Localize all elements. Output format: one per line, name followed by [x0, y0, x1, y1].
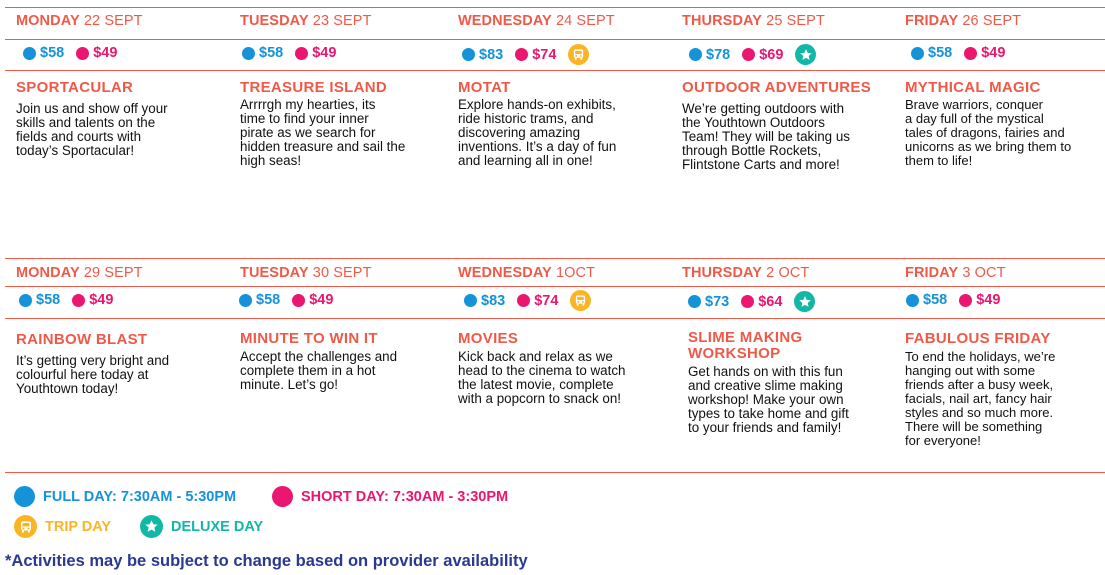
activity-title: MYTHICAL MAGIC — [905, 79, 1041, 96]
price-row — [23, 45, 117, 61]
full-day-price — [688, 294, 729, 310]
short-day-price-value: $49 — [312, 45, 337, 61]
full-day-price — [464, 293, 505, 309]
short-day-price-value: $49 — [976, 292, 1001, 308]
activity-title: MINUTE TO WIN IT — [240, 330, 378, 347]
day-heading — [458, 13, 615, 29]
activity-title: MOTAT — [458, 79, 511, 96]
short-day-price — [964, 45, 1005, 61]
day-name: WEDNESDAY — [458, 265, 552, 281]
activity-description: We’re getting outdoors with the Youthtown Outdoors Team! They will be taking us through Bottle Rockets, Flintstone Carts and more! — [682, 101, 850, 172]
full-day-price-value: $58 — [40, 45, 65, 61]
activity-description: It’s getting very bright and colourful here today at Youthtown today! — [16, 353, 170, 396]
full-day-price-value: $73 — [705, 293, 730, 310]
legend-full-day — [14, 486, 236, 507]
full-day-price-value: $78 — [706, 46, 731, 63]
short-day-dot-icon — [72, 294, 85, 307]
legend-deluxe-day — [140, 515, 263, 538]
price-row — [462, 44, 589, 65]
short-day-price — [741, 294, 782, 310]
legend-short-day-label: SHORT DAY: 7:30AM - 3:30PM — [301, 488, 509, 505]
day-heading — [16, 265, 143, 281]
full-day-dot-icon — [906, 294, 919, 307]
price-row — [911, 45, 1005, 61]
day-name: FRIDAY — [905, 265, 959, 281]
short-day-dot-icon — [964, 47, 977, 60]
full-day-dot-icon — [462, 48, 475, 61]
short-day-dot-icon — [76, 47, 89, 60]
short-day-price-value: $64 — [758, 293, 783, 310]
day-heading — [905, 13, 1021, 29]
activity-title: SLIME MAKING WORKSHOP — [688, 329, 803, 362]
activity-title: FABULOUS FRIDAY — [905, 330, 1051, 347]
star-icon — [794, 291, 815, 312]
divider — [5, 70, 1105, 71]
full-day-price-value: $58 — [256, 292, 281, 308]
full-day-price-value: $58 — [923, 292, 948, 308]
day-date: 23 SEPT — [312, 13, 372, 29]
full-day-price — [906, 292, 947, 308]
short-day-dot-icon — [292, 294, 305, 307]
day-name: FRIDAY — [905, 13, 959, 29]
full-day-dot-icon — [239, 294, 252, 307]
full-day-price — [19, 292, 60, 308]
full-day-dot-icon — [23, 47, 36, 60]
legend-short-day — [272, 486, 508, 507]
short-day-price-value: $69 — [759, 46, 784, 63]
day-heading — [458, 265, 595, 281]
day-heading — [240, 13, 372, 29]
day-name: MONDAY — [16, 13, 80, 29]
short-day-price-value: $49 — [93, 45, 118, 61]
short-day-dot-icon — [741, 295, 754, 308]
bus-icon — [570, 290, 591, 311]
footnote: *Activities may be subject to change based on provider availability — [5, 552, 528, 570]
full-day-dot-icon — [464, 294, 477, 307]
day-date: 2 OCT — [766, 265, 810, 281]
day-date: 25 SEPT — [766, 13, 825, 29]
activity-description: Explore hands-on exhibits, ride historic trams, and discovering amazing inventions. It’s a day of fun and learning all in one! — [458, 97, 617, 168]
star-icon — [795, 44, 816, 65]
short-day-dot-icon — [515, 48, 528, 61]
day-name: TUESDAY — [240, 13, 309, 29]
activity-description: Accept the challenges and complete them in a hot minute. Let’s go! — [240, 349, 398, 392]
legend-deluxe-day-label: DELUXE DAY — [171, 518, 264, 535]
day-date: 24 SEPT — [555, 13, 615, 29]
divider — [5, 286, 1105, 287]
day-date: 30 SEPT — [312, 265, 372, 281]
price-row — [464, 290, 591, 311]
activity-title: RAINBOW BLAST — [16, 331, 148, 348]
star-icon — [140, 515, 163, 538]
short-day-dot-icon — [742, 48, 755, 61]
full-day-dot-icon — [911, 47, 924, 60]
short-day-price-value: $74 — [534, 292, 559, 309]
day-heading — [905, 265, 1006, 281]
legend-full-day-label: FULL DAY: 7:30AM - 5:30PM — [43, 488, 237, 505]
divider — [5, 472, 1105, 473]
activity-description: Get hands on with this fun and creative slime making workshop! Make your own types to take home and gift to your friends and family! — [688, 364, 849, 435]
day-date: 1OCT — [555, 265, 596, 281]
divider — [5, 39, 1105, 40]
full-day-price — [911, 45, 952, 61]
full-day-dot-icon — [242, 47, 255, 60]
short-day-price-value: $49 — [89, 292, 114, 308]
day-name: TUESDAY — [240, 265, 309, 281]
day-name: THURSDAY — [682, 13, 763, 29]
full-day-price — [239, 292, 280, 308]
activity-description: Join us and show off your skills and talents on the fields and courts with today’s Sportacular! — [16, 101, 168, 158]
short-day-dot-icon — [295, 47, 308, 60]
day-name: THURSDAY — [682, 265, 763, 281]
short-day-price — [959, 292, 1000, 308]
short-day-price — [72, 292, 113, 308]
full-day-price-value: $58 — [259, 45, 284, 61]
bus-icon — [568, 44, 589, 65]
full-day-price-value: $83 — [479, 46, 504, 63]
full-day-price-value: $58 — [928, 45, 953, 61]
short-day-price-value: $74 — [532, 46, 557, 63]
short-day-dot-icon — [272, 486, 293, 507]
legend-trip-day-label: TRIP DAY — [45, 518, 112, 535]
day-name: MONDAY — [16, 265, 80, 281]
activity-title: OUTDOOR ADVENTURES — [682, 79, 872, 96]
full-day-price-value: $83 — [481, 292, 506, 309]
full-day-dot-icon — [688, 295, 701, 308]
short-day-price — [517, 293, 558, 309]
short-day-price-value: $49 — [981, 45, 1006, 61]
activity-title: SPORTACULAR — [16, 79, 134, 96]
price-row — [689, 44, 816, 65]
full-day-dot-icon — [689, 48, 702, 61]
price-row — [239, 292, 333, 308]
price-row — [688, 291, 815, 312]
activity-description: To end the holidays, we’re hanging out with some friends after a busy week, facials, nail art, fancy hair styles and so much more. There will be something for everyone! — [905, 349, 1056, 448]
full-day-price — [689, 47, 730, 63]
short-day-dot-icon — [959, 294, 972, 307]
full-day-dot-icon — [19, 294, 32, 307]
day-heading — [682, 13, 825, 29]
day-date: 3 OCT — [962, 265, 1006, 281]
day-date: 26 SEPT — [962, 13, 1022, 29]
legend-trip-day — [14, 515, 111, 538]
day-heading — [682, 265, 809, 281]
price-row — [906, 292, 1000, 308]
full-day-price — [462, 47, 503, 63]
day-name: WEDNESDAY — [458, 13, 552, 29]
price-row — [242, 45, 336, 61]
activity-description: Brave warriors, conquer a day full of the mystical tales of dragons, fairies and unicorns as we bring them to them to life! — [905, 97, 1072, 168]
bus-icon — [14, 515, 37, 538]
short-day-dot-icon — [517, 294, 530, 307]
short-day-price — [742, 47, 783, 63]
activity-description: Kick back and relax as we head to the cinema to watch the latest movie, complete with a popcorn to snack on! — [458, 349, 626, 406]
price-row — [19, 292, 113, 308]
full-day-price-value: $58 — [36, 292, 61, 308]
activity-title: MOVIES — [458, 330, 519, 347]
day-date: 29 SEPT — [83, 265, 143, 281]
short-day-price — [76, 45, 117, 61]
day-heading — [16, 13, 143, 29]
full-day-price — [242, 45, 283, 61]
full-day-price — [23, 45, 64, 61]
short-day-price — [292, 292, 333, 308]
activity-description: Arrrrgh my hearties, its time to find your inner pirate as we search for hidden treasure and sail the high seas! — [240, 97, 406, 168]
short-day-price — [515, 47, 556, 63]
activity-title: TREASURE ISLAND — [240, 79, 388, 96]
full-day-dot-icon — [14, 486, 35, 507]
divider — [5, 7, 1105, 8]
short-day-price-value: $49 — [309, 292, 334, 308]
short-day-price — [295, 45, 336, 61]
day-date: 22 SEPT — [83, 13, 143, 29]
divider — [5, 258, 1105, 259]
divider — [5, 318, 1105, 319]
day-heading — [240, 265, 372, 281]
